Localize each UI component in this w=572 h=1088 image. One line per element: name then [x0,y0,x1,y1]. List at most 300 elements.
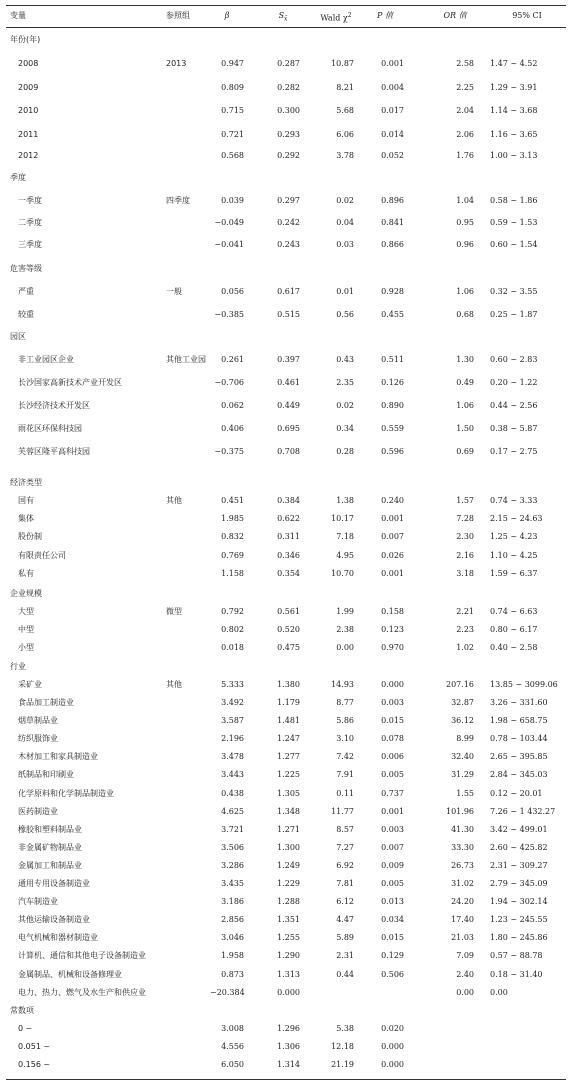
table-header-rule [6,27,566,28]
cell-wald: 12.18 [331,1042,354,1051]
cell-se: 0.561 [277,607,300,616]
cell-se: 0.397 [277,355,300,364]
cell-wald: 7.91 [336,770,354,779]
cell-p: 0.001 [381,807,404,816]
cell-wald: 0.11 [336,789,354,798]
cell-beta: 0.802 [221,625,244,634]
cell-se: 1.290 [277,951,300,960]
cell-se: 1.277 [277,752,300,761]
cell-beta: 3.492 [221,698,244,707]
cell-p: 0.005 [381,770,404,779]
section-header [0,171,572,185]
section-header [0,1004,572,1018]
table-row [0,1058,572,1072]
cell-p: 0.015 [381,716,404,725]
table-row [0,376,572,390]
cell-beta: 0.056 [221,287,244,296]
cell-p: 0.009 [381,861,404,870]
cell-wald: 0.04 [336,218,354,227]
cell-variable: 小型 [18,643,34,652]
cell-wald: 5.86 [336,716,354,725]
cell-beta: 4.556 [221,1042,244,1051]
cell-ci: 0.59 ~ 1.53 [490,218,538,227]
cell-ci: 13.85 ~ 3099.06 [490,680,558,689]
cell-se: 1.288 [277,897,300,906]
cell-wald: 11.77 [331,807,354,816]
cell-or: 0.68 [456,310,474,319]
cell-se: 1.348 [277,807,300,816]
cell-beta: 0.062 [221,401,244,410]
cell-se: 0.449 [277,401,300,410]
cell-ci: 0.25 ~ 1.87 [490,310,538,319]
cell-p: 0.970 [381,643,404,652]
cell-p: 0.240 [381,496,404,505]
cell-wald: 2.35 [336,378,354,387]
section-title: 企业规模 [10,589,42,598]
header-reference: 参照组 [166,11,190,20]
cell-variable: 电气机械和器材制造业 [18,933,98,942]
table-header-row [0,9,572,23]
header-variable: 变量 [10,11,26,20]
table-row [0,732,572,746]
cell-se: 0.287 [277,59,300,68]
cell-beta: 0.018 [221,643,244,652]
cell-beta: 0.792 [221,607,244,616]
cell-ci: 0.17 ~ 2.75 [490,447,538,456]
section-title: 行业 [10,662,26,671]
cell-or: 1.57 [456,496,474,505]
cell-variable: 二季度 [18,218,42,227]
cell-wald: 0.28 [336,447,354,456]
cell-p: 0.007 [381,843,404,852]
cell-p: 0.928 [381,287,404,296]
cell-variable: 食品加工制造业 [18,698,74,707]
cell-variable: 私有 [18,569,34,578]
cell-se: 0.346 [277,551,300,560]
cell-or: 101.96 [446,807,474,816]
table-row [0,194,572,208]
cell-ci: 1.25 ~ 4.23 [490,532,538,541]
cell-beta: 0.406 [221,424,244,433]
cell-ci: 0.18 ~ 31.40 [490,970,543,979]
cell-ci: 1.00 ~ 3.13 [490,151,538,160]
table-row [0,216,572,230]
table-row [0,128,572,142]
cell-variable: 芙蓉区隆平高科技园 [18,447,90,456]
cell-p: 0.559 [381,424,404,433]
cell-wald: 0.02 [336,401,354,410]
cell-wald: 4.47 [336,915,354,924]
cell-or: 41.30 [451,825,474,834]
cell-variable: 通用专用设备制造业 [18,879,90,888]
cell-or: 1.76 [456,151,474,160]
cell-wald: 0.01 [336,287,354,296]
cell-ci: 2.79 ~ 345.09 [490,879,548,888]
cell-wald: 0.02 [336,196,354,205]
cell-beta: 0.809 [221,83,244,92]
cell-beta: −0.385 [214,310,244,319]
section-title: 季度 [10,173,26,182]
cell-p: 0.013 [381,897,404,906]
cell-beta: 0.721 [221,130,244,139]
cell-se: 1.229 [277,879,300,888]
cell-wald: 8.21 [336,83,354,92]
cell-se: 1.179 [277,698,300,707]
cell-p: 0.004 [381,83,404,92]
cell-variable: 非工业园区企业 [18,355,74,364]
cell-wald: 6.92 [336,861,354,870]
cell-se: 0.293 [277,130,300,139]
table-bottom-rule [6,1079,566,1080]
cell-wald: 3.10 [336,734,354,743]
cell-or: 3.18 [456,569,474,578]
cell-wald: 6.12 [336,897,354,906]
cell-se: 0.354 [277,569,300,578]
table-row [0,696,572,710]
cell-ci: 0.32 ~ 3.55 [490,287,538,296]
cell-ci: 0.74 ~ 3.33 [490,496,538,505]
cell-variable: 雨花区环保科技园 [18,424,82,433]
cell-se: 0.243 [277,240,300,249]
section-title: 园区 [10,332,26,341]
cell-se: 1.314 [277,1060,300,1069]
cell-p: 0.017 [381,106,404,115]
cell-or: 1.06 [456,401,474,410]
cell-beta: 1.158 [221,569,244,578]
cell-beta: 3.478 [221,752,244,761]
section-header [0,262,572,276]
cell-variable: 橡胶和塑料制品业 [18,825,82,834]
cell-or: 31.29 [451,770,474,779]
table-row [0,877,572,891]
table-row [0,714,572,728]
cell-p: 0.841 [381,218,404,227]
table-top-rule [6,5,566,6]
cell-beta: 0.438 [221,789,244,798]
table-row [0,823,572,837]
cell-wald: 0.43 [336,355,354,364]
cell-beta: 2.196 [221,734,244,743]
cell-wald: 8.57 [336,825,354,834]
cell-beta: 3.443 [221,770,244,779]
cell-se: 1.249 [277,861,300,870]
cell-beta: 3.435 [221,879,244,888]
cell-ci: 0.00 [490,988,508,997]
table-row [0,805,572,819]
cell-ci: 0.12 ~ 20.01 [490,789,543,798]
cell-or: 1.30 [456,355,474,364]
cell-se: 0.708 [277,447,300,456]
cell-ci: 3.42 ~ 499.01 [490,825,548,834]
cell-wald: 3.78 [336,151,354,160]
cell-beta: −20.384 [210,988,245,997]
table-row [0,787,572,801]
cell-beta: 0.769 [221,551,244,560]
cell-reference: 四季度 [166,196,190,205]
table-row [0,445,572,459]
cell-se: 0.311 [277,532,300,541]
cell-variable: 0.051 ~ [18,1042,51,1051]
cell-wald: 0.56 [336,310,354,319]
cell-wald: 2.31 [336,951,354,960]
cell-or: 1.04 [456,196,474,205]
table-row [0,549,572,563]
cell-wald: 7.18 [336,532,354,541]
cell-wald: 14.93 [331,680,354,689]
table-row [0,859,572,873]
cell-ci: 0.58 ~ 1.86 [490,196,538,205]
cell-wald: 4.95 [336,551,354,560]
cell-variable: 其他运输设备制造业 [18,915,90,924]
cell-reference: 其他 [166,680,182,689]
header-se: $S_{x̄}$ [278,11,288,23]
cell-variable: 0.156 ~ [18,1060,51,1069]
cell-variable: 长沙国家高新技术产业开发区 [18,378,122,387]
cell-wald: 10.70 [331,569,354,578]
cell-se: 1.247 [277,734,300,743]
cell-or: 33.30 [451,843,474,852]
table-row [0,399,572,413]
table-row [0,678,572,692]
cell-ci: 2.65 ~ 395.85 [490,752,548,761]
cell-beta: 1.958 [221,951,244,960]
cell-ci: 0.60 ~ 1.54 [490,240,538,249]
cell-se: 0.695 [277,424,300,433]
table-row [0,238,572,252]
cell-se: 0.000 [277,988,300,997]
cell-se: 1.225 [277,770,300,779]
cell-p: 0.126 [381,378,404,387]
table-row [0,986,572,1000]
cell-or: 0.95 [456,218,474,227]
cell-variable: 较重 [18,310,34,319]
cell-p: 0.596 [381,447,404,456]
table-row [0,422,572,436]
cell-beta: 0.873 [221,970,244,979]
cell-or: 1.06 [456,287,474,296]
cell-beta: 0.947 [221,59,244,68]
table-row [0,285,572,299]
cell-variable: 非金属矿物制品业 [18,843,82,852]
cell-or: 2.23 [456,625,474,634]
cell-p: 0.015 [381,933,404,942]
table-row [0,104,572,118]
cell-se: 0.475 [277,643,300,652]
cell-variable: 计算机、通信和其他电子设备制造业 [18,951,146,960]
cell-ci: 3.26 ~ 331.60 [490,698,548,707]
cell-wald: 5.38 [336,1024,354,1033]
cell-p: 0.129 [381,951,404,960]
cell-se: 1.380 [277,680,300,689]
cell-beta: 0.451 [221,496,244,505]
cell-variable: 严重 [18,287,34,296]
cell-p: 0.020 [381,1024,404,1033]
table-row [0,641,572,655]
cell-se: 1.271 [277,825,300,834]
cell-or: 0.49 [456,378,474,387]
cell-se: 0.297 [277,196,300,205]
cell-beta: 0.832 [221,532,244,541]
cell-variable: 2009 [18,83,39,92]
cell-beta: 4.625 [221,807,244,816]
cell-p: 0.003 [381,698,404,707]
cell-variable: 医药制造业 [18,807,58,816]
section-header [0,330,572,344]
table-row [0,149,572,163]
cell-ci: 2.60 ~ 425.82 [490,843,548,852]
cell-p: 0.005 [381,879,404,888]
cell-variable: 一季度 [18,196,42,205]
table-row [0,494,572,508]
header-wald: Wald $\chi^2$ [320,12,352,23]
cell-ci: 1.14 ~ 3.68 [490,106,538,115]
cell-beta: 0.568 [221,151,244,160]
cell-se: 0.282 [277,83,300,92]
cell-or: 26.73 [451,861,474,870]
cell-or: 2.21 [456,607,474,616]
cell-p: 0.007 [381,532,404,541]
cell-se: 1.351 [277,915,300,924]
cell-wald: 8.77 [336,698,354,707]
cell-wald: 6.06 [336,130,354,139]
cell-p: 0.026 [381,551,404,560]
cell-ci: 1.80 ~ 245.86 [490,933,548,942]
cell-p: 0.123 [381,625,404,634]
cell-p: 0.455 [381,310,404,319]
cell-or: 1.55 [456,789,474,798]
cell-se: 0.292 [277,151,300,160]
cell-beta: 3.186 [221,897,244,906]
cell-or: 2.25 [456,83,474,92]
cell-or: 2.16 [456,551,474,560]
cell-wald: 7.27 [336,843,354,852]
cell-beta: 2.856 [221,915,244,924]
cell-beta: −0.706 [214,378,244,387]
cell-or: 2.40 [456,970,474,979]
cell-or: 36.12 [451,716,474,725]
table-row [0,623,572,637]
cell-p: 0.006 [381,752,404,761]
section-header [0,660,572,674]
table-row [0,308,572,322]
cell-variable: 金属制品、机械和设备修理业 [18,970,122,979]
table-row [0,1040,572,1054]
table-row [0,968,572,982]
table-row [0,931,572,945]
cell-variable: 集体 [18,514,34,523]
cell-beta: −0.049 [214,218,244,227]
cell-p: 0.001 [381,569,404,578]
section-title: 经济类型 [10,478,42,487]
cell-ci: 1.16 ~ 3.65 [490,130,538,139]
cell-or: 17.40 [451,915,474,924]
cell-or: 31.02 [451,879,474,888]
cell-or: 207.16 [446,680,474,689]
cell-se: 1.296 [277,1024,300,1033]
cell-beta: 0.261 [221,355,244,364]
cell-or: 32.87 [451,698,474,707]
cell-ci: 1.29 ~ 3.91 [490,83,538,92]
cell-p: 0.000 [381,1060,404,1069]
cell-wald: 1.38 [336,496,354,505]
cell-se: 0.515 [277,310,300,319]
cell-or: 2.04 [456,106,474,115]
header-or: OR 值 [443,11,467,20]
table-row [0,512,572,526]
header-ci: 95% CI [512,11,542,20]
cell-beta: 3.046 [221,933,244,942]
cell-variable: 有限责任公司 [18,551,66,560]
cell-variable: 汽车制造业 [18,897,58,906]
cell-or: 0.96 [456,240,474,249]
cell-se: 0.384 [277,496,300,505]
cell-ci: 2.84 ~ 345.03 [490,770,548,779]
section-header [0,587,572,601]
table-row [0,949,572,963]
cell-p: 0.866 [381,240,404,249]
cell-se: 0.300 [277,106,300,115]
cell-ci: 1.59 ~ 6.37 [490,569,538,578]
cell-beta: 3.008 [221,1024,244,1033]
cell-variable: 0 ~ [18,1024,33,1033]
cell-wald: 7.81 [336,879,354,888]
cell-variable: 三季度 [18,240,42,249]
cell-or: 7.09 [456,951,474,960]
cell-se: 1.481 [277,716,300,725]
cell-se: 0.461 [277,378,300,387]
cell-wald: 10.87 [331,59,354,68]
cell-beta: 3.286 [221,861,244,870]
cell-ci: 1.10 ~ 4.25 [490,551,538,560]
cell-se: 0.242 [277,218,300,227]
cell-or: 1.02 [456,643,474,652]
section-header [0,476,572,490]
cell-p: 0.034 [381,915,404,924]
cell-p: 0.506 [381,970,404,979]
cell-p: 0.158 [381,607,404,616]
cell-ci: 1.47 ~ 4.52 [490,59,538,68]
cell-ci: 0.44 ~ 2.56 [490,401,538,410]
cell-reference: 其他工业园 [166,355,206,364]
cell-or: 0.69 [456,447,474,456]
table-row [0,895,572,909]
cell-beta: 0.039 [221,196,244,205]
cell-ci: 0.57 ~ 88.78 [490,951,543,960]
cell-or: 1.50 [456,424,474,433]
cell-reference: 一般 [166,287,182,296]
cell-or: 32.40 [451,752,474,761]
cell-ci: 0.20 ~ 1.22 [490,378,538,387]
section-title: 年份(年) [10,35,41,44]
cell-wald: 10.17 [331,514,354,523]
cell-variable: 2011 [18,130,39,139]
cell-ci: 7.26 ~ 1 432.27 [490,807,556,816]
cell-p: 0.001 [381,514,404,523]
cell-ci: 0.80 ~ 6.17 [490,625,538,634]
table-row [0,768,572,782]
cell-wald: 0.34 [336,424,354,433]
cell-variable: 大型 [18,607,34,616]
cell-or: 7.28 [456,514,474,523]
cell-se: 0.617 [277,287,300,296]
section-header [0,33,572,47]
cell-or: 2.30 [456,532,474,541]
section-title: 常数项 [10,1006,34,1015]
cell-variable: 2012 [18,151,39,160]
cell-variable: 纺织服饰业 [18,734,58,743]
cell-se: 0.520 [277,625,300,634]
cell-wald: 5.68 [336,106,354,115]
